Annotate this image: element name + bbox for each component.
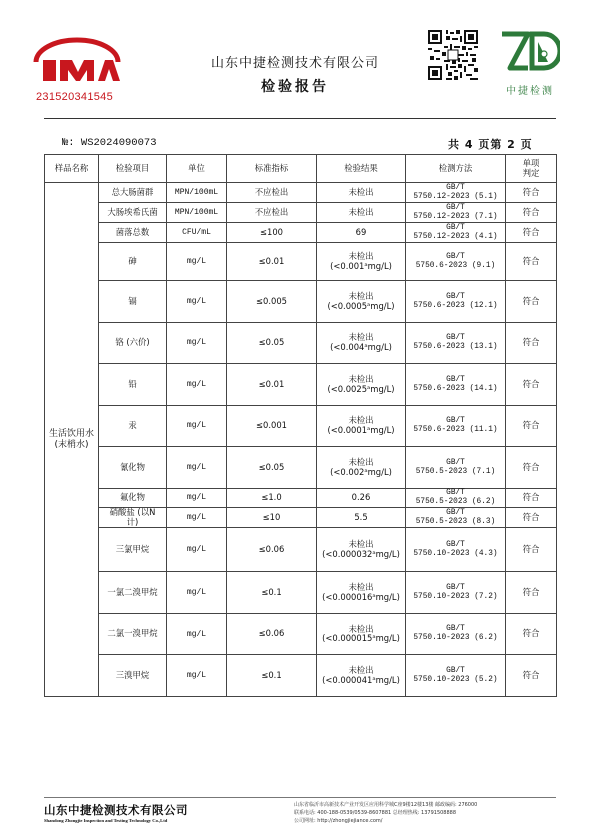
judgement-cell: 符合 [506,243,557,281]
footer-contact [294,801,477,825]
result-cell: 0.26 [317,489,406,508]
unit-cell: mg/L [167,406,227,447]
method-cell: GB/T 5750.10-2023 (6.2) [406,614,506,655]
table-row [45,281,557,323]
zhongjie-logo [498,28,560,78]
item-cell: 大肠埃希氏菌 [99,203,167,223]
table-row [45,489,557,508]
standard-cell: 不应检出 [227,183,317,203]
header-item: 检验项目 [99,155,167,183]
qr-code [428,30,478,80]
method-cell: GB/T 5750.10-2023 (7.2) [406,572,506,614]
standard-cell: ≤0.05 [227,447,317,489]
judgement-cell: 符合 [506,528,557,572]
footer-company-name-en: Shandong Zhongjie Inspection and Testing Technology Co.,Ltd [44,818,168,823]
item-cell: 砷 [99,243,167,281]
footer-address: 山东省临沂市高新技术产业开发区应用科学城C座9楼12楼13楼 邮政编码: 276000 [294,802,478,808]
result-cell: 未检出 (<0.000032ᵃmg/L) [317,528,406,572]
result-cell: 未检出 [317,183,406,203]
table-row [45,183,557,203]
report-number: №: WS2024090073 [62,137,157,149]
result-cell: 未检出 (<0.0001ᵃmg/L) [317,406,406,447]
standard-cell: ≤0.06 [227,614,317,655]
item-cell: 氟化物 [99,489,167,508]
item-cell: 硝酸盐 (以N 计) [99,508,167,528]
judgement-cell: 符合 [506,183,557,203]
table-row [45,528,557,572]
unit-cell: mg/L [167,508,227,528]
table-row [45,655,557,697]
table-header-row [45,155,557,183]
method-cell: GB/T 5750.12-2023 (7.1) [406,203,506,223]
method-cell: GB/T 5750.5-2023 (6.2) [406,489,506,508]
result-cell: 未检出 (<0.004ᵃmg/L) [317,323,406,364]
method-cell: GB/T 5750.10-2023 (5.2) [406,655,506,697]
result-cell: 未检出 [317,203,406,223]
judgement-cell: 符合 [506,223,557,243]
unit-cell: mg/L [167,447,227,489]
table-row [45,406,557,447]
method-cell: GB/T 5750.6-2023 (13.1) [406,323,506,364]
item-cell: 总大肠菌群 [99,183,167,203]
item-cell: 菌落总数 [99,223,167,243]
footer-divider [44,797,556,798]
page-info: 共 4 页第 2 页 [448,138,533,151]
zhongjie-logo-text: 中捷检测 [506,86,554,97]
unit-cell: mg/L [167,572,227,614]
item-cell: 三溴甲烷 [99,655,167,697]
result-cell: 未检出 (<0.001ᵃmg/L) [317,243,406,281]
table-row [45,508,557,528]
item-cell: 三氯甲烷 [99,528,167,572]
header-standard: 标准指标 [227,155,317,183]
judgement-cell: 符合 [506,508,557,528]
unit-cell: mg/L [167,489,227,508]
method-cell: GB/T 5750.6-2023 (14.1) [406,364,506,406]
standard-cell: ≤0.01 [227,364,317,406]
result-cell: 未检出 (<0.000015ᵃmg/L) [317,614,406,655]
table-row [45,364,557,406]
header-divider [44,118,556,119]
result-cell: 未检出 (<0.002ᵃmg/L) [317,447,406,489]
judgement-cell: 符合 [506,281,557,323]
method-cell: GB/T 5750.10-2023 (4.3) [406,528,506,572]
item-cell: 氰化物 [99,447,167,489]
table-row [45,447,557,489]
table-row [45,572,557,614]
standard-cell: ≤0.001 [227,406,317,447]
judgement-cell: 符合 [506,572,557,614]
header-result: 检验结果 [317,155,406,183]
unit-cell: mg/L [167,364,227,406]
judgement-cell: 符合 [506,489,557,508]
method-cell: GB/T 5750.6-2023 (9.1) [406,243,506,281]
judgement-cell: 符合 [506,203,557,223]
item-cell: 一氯二溴甲烷 [99,572,167,614]
standard-cell: ≤100 [227,223,317,243]
standard-cell: ≤0.005 [227,281,317,323]
result-cell: 未检出 (<0.0005ᵃmg/L) [317,281,406,323]
result-cell: 69 [317,223,406,243]
result-cell: 5.5 [317,508,406,528]
standard-cell: ≤0.06 [227,528,317,572]
judgement-cell: 符合 [506,655,557,697]
item-cell: 铬 (六价) [99,323,167,364]
footer-phone: 联系电话: 400-188-0539/0539-8607881 总经理热线: 13791508888 [294,810,457,816]
unit-cell: CFU/mL [167,223,227,243]
item-cell: 汞 [99,406,167,447]
method-cell: GB/T 5750.5-2023 (8.3) [406,508,506,528]
unit-cell: mg/L [167,281,227,323]
standard-cell: ≤0.05 [227,323,317,364]
standard-cell: ≤10 [227,508,317,528]
result-cell: 未检出 (<0.0025ᵃmg/L) [317,364,406,406]
table-row [45,223,557,243]
item-cell: 铅 [99,364,167,406]
table-row [45,203,557,223]
unit-cell: mg/L [167,614,227,655]
method-cell: GB/T 5750.5-2023 (7.1) [406,447,506,489]
unit-cell: mg/L [167,655,227,697]
standard-cell: ≤0.01 [227,243,317,281]
table-row [45,614,557,655]
method-cell: GB/T 5750.12-2023 (4.1) [406,223,506,243]
standard-cell: ≤0.1 [227,655,317,697]
judgement-cell: 符合 [506,323,557,364]
method-cell: GB/T 5750.12-2023 (5.1) [406,183,506,203]
unit-cell: MPN/100mL [167,183,227,203]
header-judgement: 单项 判定 [506,155,557,183]
footer-website: 公司网址: http://zhongjiejiance.com/ [294,818,383,824]
judgement-cell: 符合 [506,406,557,447]
report-title: 检验报告 [261,79,329,95]
company-title: 山东中捷检测技术有限公司 [210,56,379,71]
unit-cell: MPN/100mL [167,203,227,223]
judgement-cell: 符合 [506,364,557,406]
unit-cell: mg/L [167,243,227,281]
standard-cell: 不应检出 [227,203,317,223]
standard-cell: ≤1.0 [227,489,317,508]
header-method: 检测方法 [406,155,506,183]
footer-company-name: 山东中捷检测技术有限公司 [44,803,188,817]
header-unit: 单位 [167,155,227,183]
table-row [45,243,557,281]
cma-number: 231520341545 [36,91,114,103]
judgement-cell: 符合 [506,614,557,655]
unit-cell: mg/L [167,528,227,572]
result-cell: 未检出 (<0.000016ᵃmg/L) [317,572,406,614]
standard-cell: ≤0.1 [227,572,317,614]
results-table [44,154,557,697]
sample-name-cell: 生活饮用水 (末梢水) [45,183,99,697]
item-cell: 二氯一溴甲烷 [99,614,167,655]
table-row [45,323,557,364]
result-cell: 未检出 (<0.000041ᵃmg/L) [317,655,406,697]
method-cell: GB/T 5750.6-2023 (11.1) [406,406,506,447]
item-cell: 镉 [99,281,167,323]
method-cell: GB/T 5750.6-2023 (12.1) [406,281,506,323]
judgement-cell: 符合 [506,447,557,489]
header-sample-name: 样品名称 [45,155,99,183]
unit-cell: mg/L [167,323,227,364]
